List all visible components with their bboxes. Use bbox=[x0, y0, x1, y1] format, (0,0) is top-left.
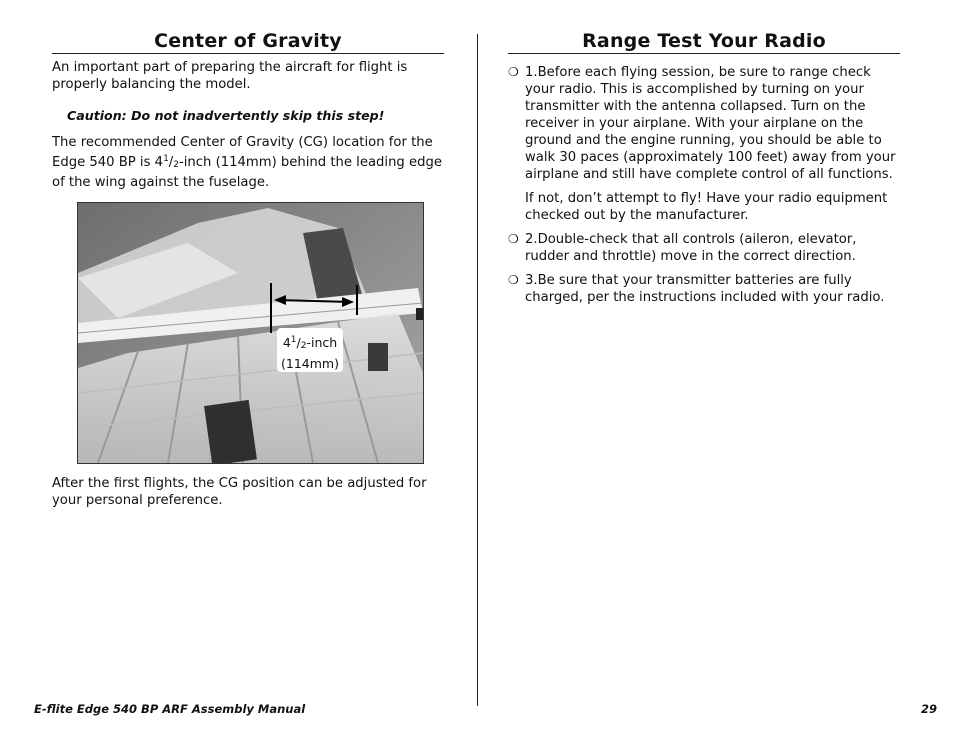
cg-text-b: -inch (114mm) behind the leading edge of the wing against the fuselage. bbox=[52, 155, 442, 190]
section-title-center-of-gravity: Center of Gravity bbox=[52, 30, 444, 54]
checkbox-circle-icon: ❍ bbox=[508, 65, 519, 79]
column-divider bbox=[477, 34, 478, 706]
footer-manual-title: E-flite Edge 540 BP ARF Assembly Manual bbox=[34, 702, 306, 716]
label-unit: -inch bbox=[306, 335, 338, 350]
center-of-gravity-section bbox=[52, 30, 444, 191]
cg-fraction-numerator: 1 bbox=[163, 154, 169, 164]
checklist-item-2-text: 2.Double-check that all controls (aileron, elevator, rudder and throttle) move in the correct direction. bbox=[525, 232, 857, 264]
section-title-range-test: Range Test Your Radio bbox=[508, 30, 900, 54]
label-numerator: 1 bbox=[290, 335, 297, 345]
cg-text-a: The recommended Center of Gravity (CG) location for the Edge 540 BP is 4 bbox=[52, 135, 433, 170]
after-flights-paragraph: After the first flights, the CG position can be adjusted for your personal preference. bbox=[52, 476, 427, 508]
range-test-section bbox=[508, 30, 900, 306]
checklist-item-1 bbox=[508, 64, 900, 183]
checklist-item-1-text: 1.Before each flying session, be sure to range check your radio. This is accomplished by turning on your transmitter with the antenna collapsed. Turn on the receiver in your airplane. With your airplane on the ground and the engine running, you should be able to walk 30 paces (approximately 100 feet) away from your airplane and still have complete control of all functions. bbox=[525, 65, 896, 182]
cg-location-photo bbox=[77, 202, 424, 464]
cg-intro-paragraph: An important part of preparing the aircraft for flight is properly balancing the model. bbox=[52, 60, 408, 92]
page-number: 29 bbox=[920, 702, 937, 716]
label-denominator: 2 bbox=[300, 341, 307, 351]
checkbox-circle-icon: ❍ bbox=[508, 273, 519, 287]
label-metric: (114mm) bbox=[281, 356, 339, 371]
measurement-label: $4^1/_2$-inch (114mm) bbox=[277, 328, 343, 372]
checklist-item-3-text: 3.Be sure that your transmitter batteries are fully charged, per the instructions included with your radio. bbox=[525, 273, 885, 305]
caution-note: Caution: Do not inadvertently skip this step! bbox=[67, 108, 385, 123]
checkbox-circle-icon: ❍ bbox=[508, 232, 519, 246]
label-whole: 4 bbox=[282, 335, 291, 350]
checklist-item-3 bbox=[508, 272, 900, 306]
cg-fraction-denominator: 2 bbox=[173, 160, 179, 170]
range-test-note: If not, don’t attempt to fly! Have your radio equipment checked out by the manufacturer. bbox=[525, 191, 888, 223]
cg-location-paragraph: The recommended Center of Gravity (CG) location for the Edge 540 BP is $4^1/_2$-inch (114mm) behind the leading edge of the wing against the fuselage. bbox=[52, 135, 442, 190]
checklist-item-2 bbox=[508, 231, 900, 265]
airplane-wing-illustration bbox=[78, 203, 423, 463]
